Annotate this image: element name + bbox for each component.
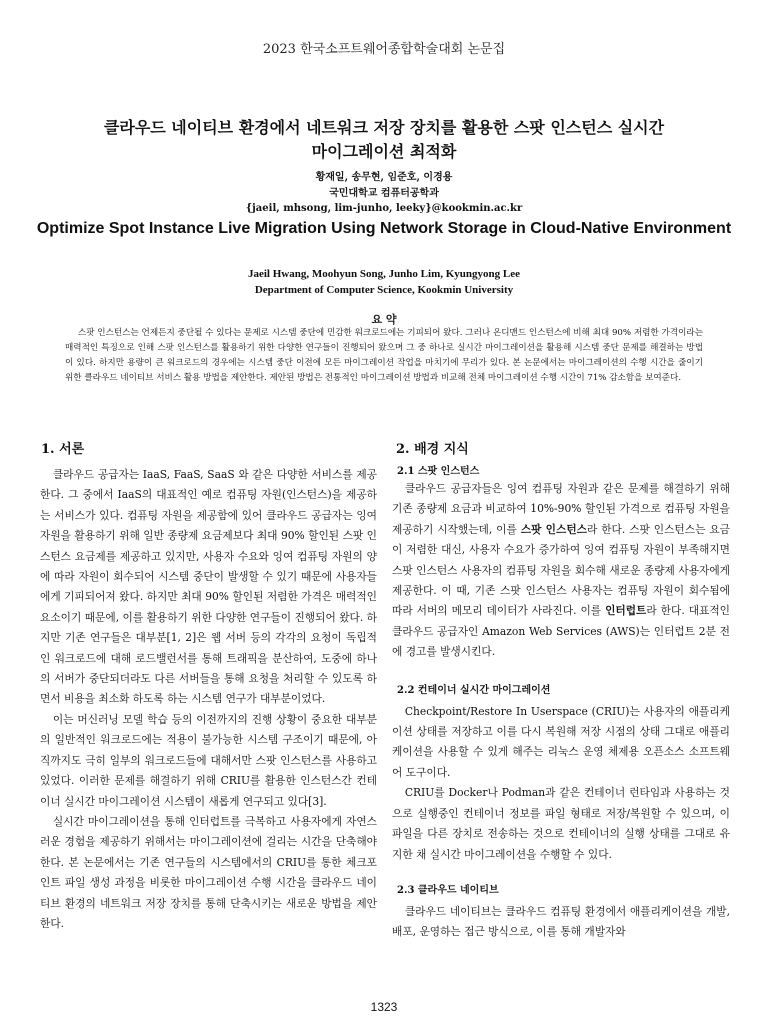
right-column: [392, 438, 730, 943]
section-2-heading: 2. 배경 지식: [396, 442, 469, 457]
abstract-text: 스팟 인스턴스는 언제든지 중단될 수 있다는 문제로 시스템 중단에 민감한 워크로드에는 기피되어 왔다. 그러나 온디맨드 인스턴스에 비해 최대 90% 저렴한 가격이라는 매력적인 특징으로 인해 스팟 인스턴스를 활용하기 위한 다양한 연구들이 진행되어 왔으며 그 중 하나로 실시간 마이그레이션을 활용해 시스템 중단 문제를 해결하는 방법이 있다. 하지만 용량이 큰 워크로드의 경우에는 시스템 중단 이전에 모든 마이그레이션 작업을 마치기에 무리가 있다. 본 논문에서는 마이그레이션의 수행 시간을 줄이기 위한 클라우드 네이티브 서비스 활용 방법을 제안한다. 제안된 방법은 전통적인 마이그레이션 방법과 비교해 전체 마이그레이션 수행 시간이 71% 감소함을 보여준다.: [65, 328, 703, 383]
abstract-body: [65, 326, 703, 386]
sec1-paragraph-1: 클라우드 공급자는 IaaS, FaaS, SaaS 와 같은 다양한 서비스를 제공한다. 그 중에서 IaaS의 대표적인 예로 컴퓨팅 자원(인스턴스)을 제공하는 서비스가 있다. 컴퓨팅 자원을 제공함에 있어 클라우드 공급자는 잉여 자원을 활용하기 위해 일반 종량제 요금제보다 최대 90% 할인된 스팟 인스턴스 요금제를 제공하고 있지만, 사용자 수요와 잉여 컴퓨팅 자원의 양에 따라 자원이 회수되어 시스템 중단이 발생할 수 있기 때문에 사용자들에게 기피되어져 왔다. 하지만 최대 90% 할인된 저렴한 가격은 매력적인 요소이기 때문에, 이를 활용하기 위한 다양한 연구들이 진행되어 왔다. 하지만 기존 연구들은 대부분[1, 2]은 웹 서버 등의 각각의 요청이 독립적인 워크로드에 대해 로드밸런서를 통해 트래픽을 분산하여, 도중에 하나의 서버가 중단되더라도 다른 서버들을 통해 요청을 처리할 수 있도록 하면서 비용을 최소화 하도록 하는 시스템 연구가 대부분이었다.: [40, 468, 377, 706]
sec2-1-paragraph: [392, 479, 730, 663]
spot-instance-term: 스팟 인스턴스: [520, 522, 587, 536]
author-emails: {jaeil, mhsong, lim-junho, leeky}@kookmin.ac.kr: [245, 203, 523, 214]
sec2-2-paragraph-1: Checkpoint/Restore In Userspace (CRIU)는 사용자의 애플리케이션 상태를 저장하고 이를 다시 복원해 저장 시점의 상태 그대로 애플리케이션을 사용할 수 있게 해주는 리눅스 운영 체제용 오픈소스 소프트웨어 도구이다.: [392, 704, 730, 779]
subsection-2-3-heading: 2.3 클라우드 네이티브: [397, 884, 499, 896]
left-column: [40, 438, 377, 934]
subsection-2-2-heading: 2.2 컨테이너 실시간 마이그레이션: [397, 684, 551, 696]
paper-title-english: Optimize Spot Instance Live Migration Using Network Storage in Cloud-Native Environment: [36, 220, 732, 237]
sec2-3-paragraph: 클라우드 네이티브는 클라우드 컴퓨팅 환경에서 애플리케이션을 개발, 배포, 운영하는 접근 방식으로, 이를 통해 개발자와: [392, 904, 730, 939]
subsection-2-1-body: [392, 479, 730, 663]
subsection-2-3-body: [392, 902, 730, 943]
subsection-2-1-heading: 2.1 스팟 인스턴스: [397, 466, 480, 477]
interrupt-term: 인터럽트: [605, 604, 647, 618]
sec2-2-paragraph-2: CRIU를 Docker나 Podman과 같은 컨테이너 런타임과 사용하는 것으로 실행중인 컨테이너 정보를 파일 형태로 저장/복원할 수 있으며, 이 파일을 다른 장치로 전송하는 것으로 컨테이너의 실행 상태를 그대로 유지한 채 실시간 마이그레이션을 수행할 수 있다.: [392, 786, 730, 861]
abstract-heading: 요 약: [371, 313, 397, 326]
sec2-1-text-a: 클라우드 공급자들은 잉여 컴퓨팅 자원과 같은 문제를 해결하기 위해 기존 종량제 요금과 비교하여 10%-90% 할인된 가격으로 컴퓨팅 자원을 제공하기 시작했는데, 이를: [392, 482, 730, 536]
affiliation-korean: 국민대학교 컴퓨터공학과: [329, 188, 439, 199]
sec1-paragraph-2: 이는 머신러닝 모델 학습 등의 이전까지의 진행 상황이 중요한 대부분의 일반적인 워크로드에는 적용이 불가능한 시스템 구조이기 때문에, 아직까지도 극히 일부의 워크로드들에 대해서만 스팟 인스턴스를 사용하고 있었다. 이러한 문제를 해결하기 위해 CRIU를 활용한 인스턴스간 컨테이너 실시간 마이그레이션 시스템이 새롭게 연구되고 있다[3].: [40, 712, 377, 808]
section-1-heading: 1. 서론: [41, 442, 85, 457]
paper-title-korean: [20, 116, 748, 164]
subsection-2-2-body: [392, 702, 730, 865]
section-1-body: [40, 465, 377, 934]
title-ko-line-2: 마이그레이션 최적화: [311, 142, 457, 161]
title-ko-line-1: 클라우드 네이티브 환경에서 네트워크 저장 장치를 활용한 스팟 인스턴스 실시간: [103, 118, 665, 137]
page-number: 1323: [370, 1000, 398, 1014]
affiliation-english: Department of Computer Science, Kookmin University: [254, 284, 514, 296]
running-header: 2023 한국소프트웨어종합학술대회 논문집: [262, 42, 506, 57]
authors-english: Jaeil Hwang, Moohyun Song, Junho Lim, Kyungyong Lee: [247, 268, 520, 280]
sec2-1-text-b: 라 한다. 스팟 인스턴스는 요금이 저렴한 대신, 사용자 수요가 증가하여 잉여 컴퓨팅 자원이 부족해지면 스팟 인스턴스 사용자의 컴퓨팅 자원을 회수해 새로운 종량제 사용자에게 제공한다. 이 때, 기존 스팟 인스턴스 사용자는 컴퓨팅 자원이 회수됨에 따라 서버의 메모리 데이터가 사라진다. 이를: [392, 522, 730, 618]
authors-korean: 황재일, 송무현, 임준호, 이경용: [315, 172, 453, 183]
sec1-paragraph-3: 실시간 마이그레이션을 통해 인터럽트를 극복하고 사용자에게 자연스러운 경험을 제공하기 위해서는 마이그레이션에 걸리는 시간을 단축해야 한다. 본 논문에서는 기존 연구들의 시스템에서의 CRIU를 통한 체크포인트 파일 생성 과정을 비롯한 마이그레이션 수행 시간을 클라우드 네이티브 환경의 네트워크 저장 장치를 통해 단축시키는 새로운 방법을 제안한다.: [40, 814, 377, 930]
sec2-1-text-c: 라 한다. 대표적인 클라우드 공급자인 Amazon Web Services (AWS)는 인터럽트 2분 전에 경고를 발생시킨다.: [392, 604, 730, 659]
